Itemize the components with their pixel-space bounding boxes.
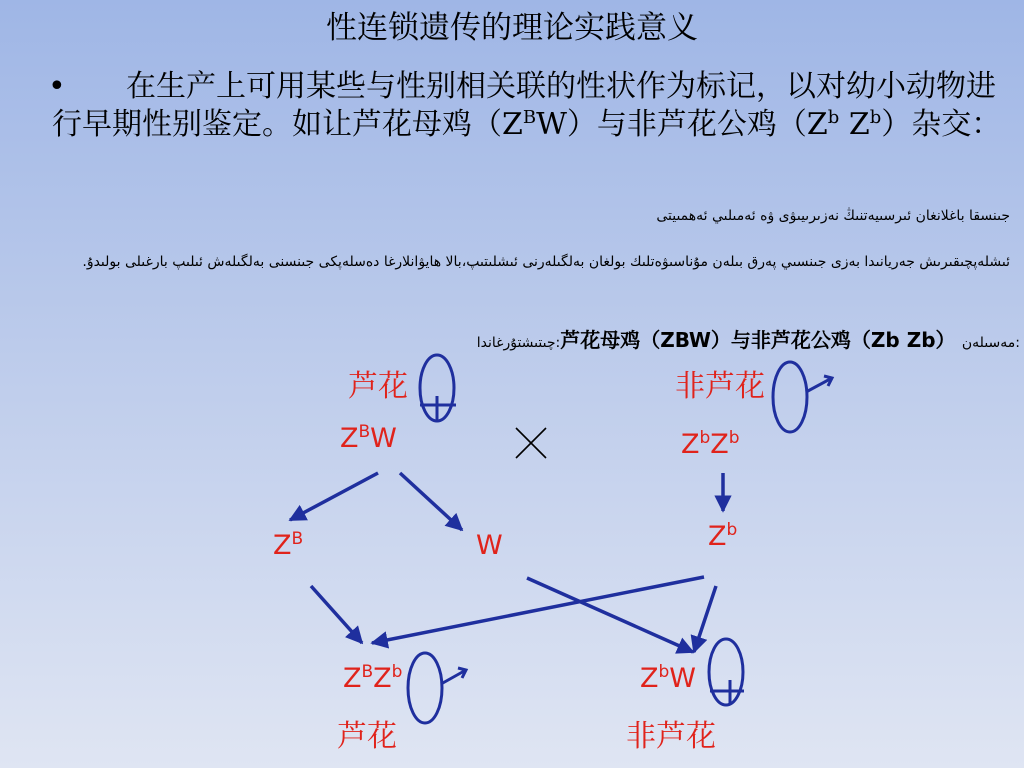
offspring-male-symbol-icon [408,653,466,723]
para-sup-2: b [827,107,840,128]
gamete-Zb: $Z^b$ [708,520,738,552]
arrow-Zb-to-offspring-female [694,586,716,652]
arrow-female-to-ZB [290,473,378,520]
cross-description [330,326,1020,357]
uyghur-paragraph: ئىشلەپچىقىرىش جەريانىدا بەزى جىنسىي پەرق بىلەن مۇناسىۋەتلىك بولغان بەلگىلەرنى ئىشلىتىپ،بالا ھايۋانلارغا دەسلەپكى جىنسنى بەلگىلەش ئىلىپ بارغىلى بولىدۇ. [82,254,1010,270]
cross-suffix: چىتىشتۇرغاندا: [476,335,561,351]
para-sup-1: B [522,107,537,128]
offspring-male-genotype: $Z^BZ^b$ [343,662,403,694]
parent-male-phenotype: 非芦花 [675,369,765,404]
uyghur-heading: جىنسقا باغلانغان ئىرسىيەتنىڭ نەزىرىيىۋى ۋە ئەمىلىي ئەھمىيتى [656,208,1010,224]
male-symbol-icon [773,362,832,432]
offspring-female-genotype: $Z^bW$ [640,662,696,694]
parent-female-genotype: $Z^BW$ [340,422,397,454]
cross-symbol-icon [516,428,546,458]
arrow-female-to-W [400,473,462,530]
bullet-marker: • [48,69,66,104]
para-text-4: ）杂交： [881,107,1002,142]
offspring-female-symbol-icon [709,639,744,705]
para-sup-3: b [869,107,882,128]
para-text-2: W）与非芦花公鸡（Z [536,107,828,142]
arrow-Zb-to-offspring-male [372,577,704,643]
arrow-ZB-to-offspring-male [311,586,362,643]
offspring-male-phenotype: 芦花 [337,719,397,754]
parent-female-phenotype: 芦花 [348,369,408,404]
cross-prefix: مەسىلەن: [961,335,1020,351]
cross-text: 芦花母鸡（ZBW）与非芦花公鸡（Zb Zb） [560,328,956,352]
slide-title: 性连锁遗传的理论实践意义 [326,10,698,46]
female-symbol-icon [420,355,456,421]
gamete-ZB: $Z^B$ [273,529,304,561]
arrow-W-to-offspring-female [527,578,693,652]
parent-male-genotype: $Z^bZ^b$ [681,428,740,460]
para-text-1: 在生产上可用某些与性别相关联的性状作为标记，以对幼小动物进行早期性别鉴定。如让芦花母鸡（Z [52,69,996,142]
offspring-female-phenotype: 非芦花 [626,719,716,754]
para-text-3: Z [839,107,870,142]
gamete-W: W [476,530,503,561]
bullet-paragraph [52,68,1012,144]
arrows [290,473,723,652]
